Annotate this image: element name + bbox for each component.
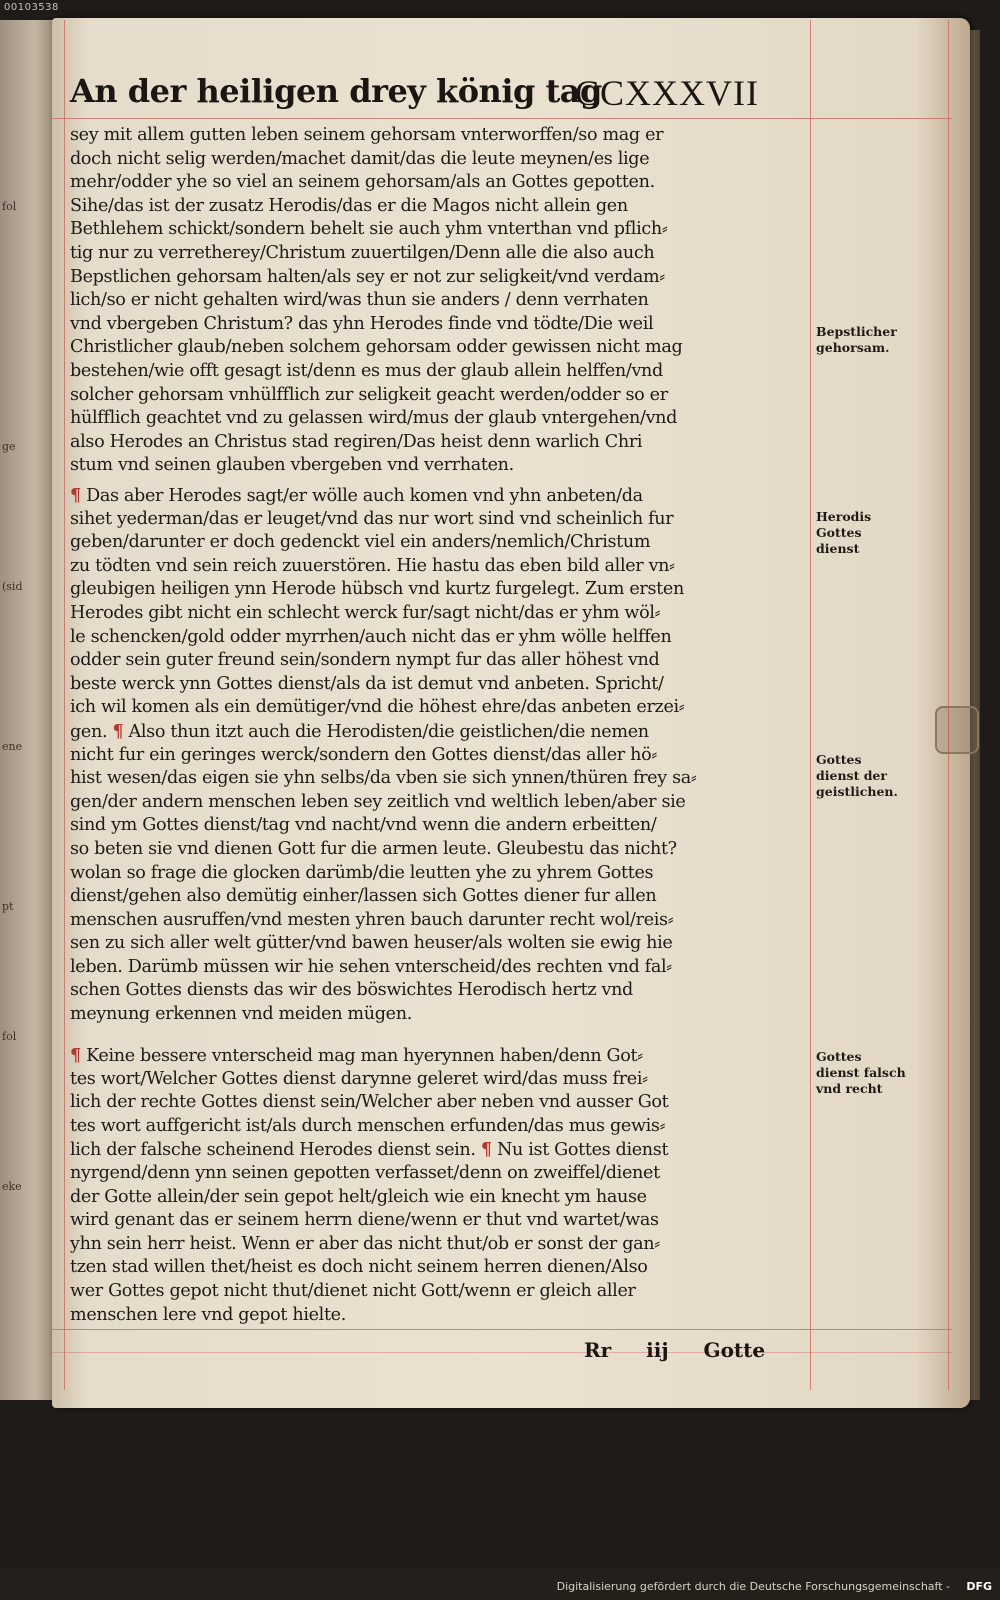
text-line: ¶ Das aber Herodes sagt/er wölle auch komen vnd yhn anbeten/da — [70, 485, 643, 506]
text-line: Herodes gibt nicht ein schlecht werck fur/sagt nicht/das er yhm wöl⸗ — [70, 602, 661, 623]
dfg-logo: DFG — [966, 1580, 992, 1593]
paragraph-2 — [70, 484, 812, 1027]
rubric-pilcrow: ¶ — [70, 485, 81, 506]
text-line: Christlicher glaub/neben solchem gehorsam odder gewissen nicht mag — [70, 337, 683, 358]
scan-id: 00103538 — [4, 2, 59, 13]
text-line: bestehen/wie offt gesagt ist/denn es mus der glaub allein helffen/vnd — [70, 360, 663, 381]
text-line: gen. ¶ Also thun itzt auch die Herodisten/die geistlichen/die nemen — [70, 720, 649, 742]
text-line: hist wesen/das eigen sie yhn selbs/da vben sie sich ynnen/thüren frey sa⸗ — [70, 768, 697, 789]
marginal-note-line: vnd recht — [816, 1081, 883, 1096]
facing-page-fragment: ene — [2, 740, 23, 753]
marginal-note-line: Gottes — [816, 1049, 862, 1064]
text-line: gleubigen heiligen ynn Herode hübsch vnd kurtz furgelegt. Zum ersten — [70, 579, 684, 600]
text-line: mehr/odder yhe so viel an seinem gehorsam/als an Gottes gepotten. — [70, 172, 655, 193]
text-line: geben/darunter er doch gedenckt viel ein anders/nemlich/Christum — [70, 532, 651, 553]
text-line: sihet yederman/das er leuget/vnd das nur wort sind vnd scheinlich fur — [70, 508, 674, 529]
paragraph-3 — [70, 1044, 812, 1327]
facing-page-fragment: fol — [2, 200, 17, 213]
text-line: Bepstlichen gehorsam halten/als sey er not zur seligkeit/vnd verdam⸗ — [70, 266, 665, 287]
marginal-note-line: dienst — [816, 541, 860, 556]
text-line: tig nur zu verretherey/Christum zuuertilgen/Denn alle die also auch — [70, 242, 655, 263]
marginal-note-false-true-service — [816, 1049, 946, 1097]
marginal-note-line: dienst der — [816, 768, 887, 783]
text-line: wolan so frage die glocken darümb/die leutten yhe zu yhrem Gottes — [70, 862, 654, 883]
text-line: tes wort/Welcher Gottes dienst darynne geleret wird/das muss frei⸗ — [70, 1068, 648, 1089]
red-ruling-margin — [948, 20, 949, 1390]
text-line: lich der falsche scheinend Herodes dienst sein. ¶ Nu ist Gottes dienst — [70, 1139, 669, 1161]
text-line: wird genant das er seinem herrn diene/wenn er thut vnd wartet/was — [70, 1210, 659, 1231]
text-line: lich der rechte Gottes dienst sein/Welcher aber neben vnd ausser Got — [70, 1092, 669, 1113]
text-line: menschen lere vnd gepot hielte. — [70, 1304, 346, 1325]
text-line: wer Gottes gepot nicht thut/dienet nicht Gott/wenn er gleich aller — [70, 1280, 636, 1301]
red-ruling-bottom — [52, 1329, 952, 1330]
text-line: sey mit allem gutten leben seinem gehorsam vnterworffen/so mag er — [70, 125, 664, 145]
text-line: le schencken/gold odder myrrhen/auch nicht das er yhm wölle helffen — [70, 626, 672, 647]
text-line: nyrgend/denn ynn seinen gepotten verfasset/denn on zweiffel/dienet — [70, 1162, 660, 1183]
text-line: tes wort auffgericht ist/als durch menschen erfunden/das mus gewis⸗ — [70, 1115, 666, 1136]
clasp-mark — [935, 706, 979, 754]
marginal-note-line: Gottes — [816, 752, 862, 767]
text-line: menschen ausruffen/vnd mesten yhren bauch darunter recht wol/reis⸗ — [70, 909, 674, 930]
marginal-note-line: dienst falsch — [816, 1065, 906, 1080]
facing-page-fragment: eke — [2, 1180, 22, 1193]
footer-credit: Digitalisierung gefördert durch die Deutsche Forschungsgemeinschaft - — [556, 1580, 950, 1593]
folio-number: CCXXXVII — [575, 73, 759, 113]
marginal-note-clerical-service — [816, 752, 946, 800]
running-head: An der heiligen drey könig tag — [70, 72, 602, 110]
marginal-note-papal-obedience — [816, 324, 946, 356]
red-ruling-bottom-secondary — [52, 1352, 952, 1353]
marginal-note-line: Bepstlicher — [816, 324, 897, 339]
text-line: lich/so er nicht gehalten wird/was thun sie anders / denn verrhaten — [70, 290, 649, 311]
text-line: gen/der andern menschen leben sey zeitlich vnd weltlich leben/aber sie — [70, 791, 686, 812]
rubric-pilcrow: ¶ — [480, 1139, 492, 1161]
text-line: Sihe/das ist der zusatz Herodis/das er die Magos nicht allein gen — [70, 195, 628, 216]
marginal-note-line: Gottes — [816, 525, 862, 540]
text-line: ¶ Keine bessere vnterscheid mag man hyerynnen haben/denn Got⸗ — [70, 1045, 643, 1066]
text-line: doch nicht selig werden/machet damit/das die leute meynen/es lige — [70, 148, 650, 169]
text-line: stum vnd seinen glauben vbergeben vnd verrhaten. — [70, 455, 514, 476]
marginal-note-line: geistlichen. — [816, 784, 898, 799]
marginal-note-line: gehorsam. — [816, 340, 890, 355]
text-line: dienst/gehen also demütig einher/lassen sich Gottes diener fur allen — [70, 886, 657, 907]
text-line: so beten sie vnd dienen Gott fur die armen leute. Gleubestu das nicht? — [70, 838, 677, 859]
facing-page-fragment: fol — [2, 1030, 17, 1043]
rubric-pilcrow: ¶ — [70, 1045, 81, 1066]
signature-catchword-line: Rr iij Gotte — [584, 1338, 766, 1362]
text-line: tzen stad willen thet/heist es doch nicht seinem herren dienen/Also — [70, 1257, 648, 1278]
facing-page-fragment: pt — [2, 900, 14, 913]
marginal-note-herod-service — [816, 509, 946, 557]
text-line: der Gotte allein/der sein gepot helt/gleich wie ein knecht ym hause — [70, 1186, 647, 1207]
text-line: schen Gottes diensts das wir des böswichtes Herodisch hertz vnd — [70, 980, 633, 1001]
text-line: also Herodes an Christus stad regiren/Das heist denn warlich Chri — [70, 431, 643, 452]
text-line: vnd vbergeben Christum? das yhn Herodes finde vnd tödte/Die weil — [70, 313, 654, 334]
rubric-pilcrow: ¶ — [112, 720, 124, 742]
text-line: hülfflich geachtet vnd zu gelassen wird/mus der glaub vntergehen/vnd — [70, 408, 678, 429]
text-line: solcher gehorsam vnhülfflich zur seligkeit geacht werden/odder so er — [70, 384, 668, 405]
text-line: zu tödten vnd sein reich zuuerstören. Hie hastu das eben bild aller vn⸗ — [70, 555, 675, 576]
text-line: odder sein guter freund sein/sondern nympt fur das aller höhest vnd — [70, 650, 660, 671]
text-line: ich wil komen als ein demütiger/vnd die höhest ehre/das anbeten erzei⸗ — [70, 697, 685, 718]
text-line: Bethlehem schickt/sondern behelt sie auch yhm vnterthan vnd pflich⸗ — [70, 219, 668, 240]
marginal-note-line: Herodis — [816, 509, 872, 524]
red-ruling-top — [52, 118, 952, 119]
text-line: leben. Darümb müssen wir hie sehen vnterscheid/des rechten vnd fal⸗ — [70, 956, 672, 977]
text-line: sind ym Gottes dienst/tag vnd nacht/vnd wenn die andern erbeitten/ — [70, 815, 657, 836]
text-line: nicht fur ein geringes werck/sondern den Gottes dienst/das aller hö⸗ — [70, 744, 657, 765]
red-ruling-left — [64, 20, 65, 1390]
facing-page-fragment: ge — [2, 440, 16, 453]
text-line: meynung erkennen vnd meiden mügen. — [70, 1004, 412, 1025]
text-line: beste werck ynn Gottes dienst/als da ist demut vnd anbeten. Spricht/ — [70, 673, 664, 694]
text-line: yhn sein herr heist. Wenn er aber das nicht thut/ob er sonst der gan⸗ — [70, 1233, 660, 1254]
facing-page-fragment: (sid — [2, 580, 23, 593]
text-line: sen zu sich aller welt gütter/vnd bawen heuser/als wolten sie ewig hie — [70, 933, 673, 954]
paragraph-1 — [70, 124, 812, 478]
